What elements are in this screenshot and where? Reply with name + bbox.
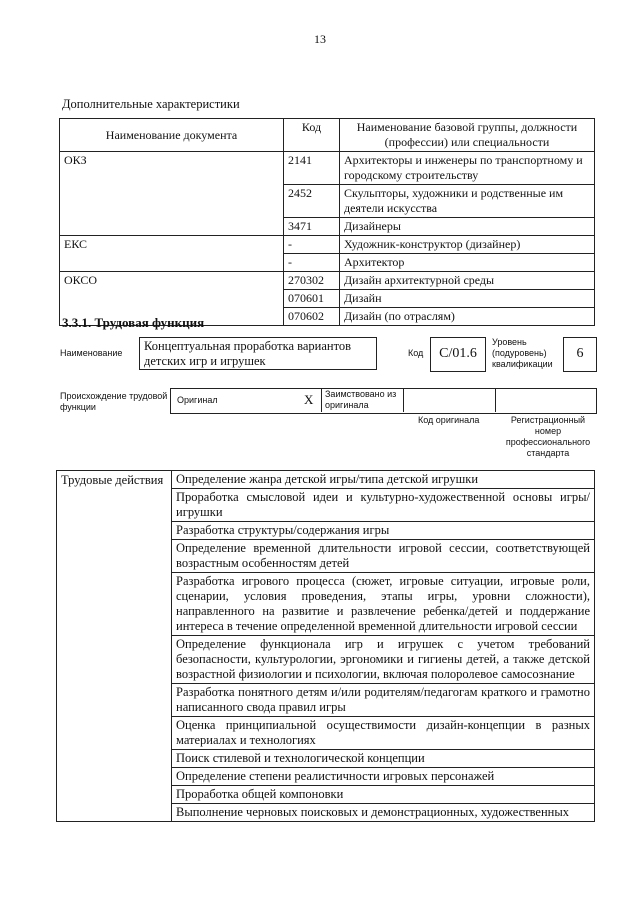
header-document: Наименование документа	[60, 119, 284, 152]
name-cell: Художник-конструктор (дизайнер)	[340, 236, 595, 254]
table-header-row	[60, 119, 595, 152]
code-cell: -	[284, 236, 340, 254]
table-row	[60, 218, 595, 236]
original-mark: X	[304, 392, 314, 407]
code-original-label: Код оригинала	[418, 415, 480, 425]
action-item: Определение функционала игр и игрушек с учетом требований безопасности, культурологии, эргономики и гигиены детей, а также детской возрастной физиологии и психологии, включая полоролевое самосознание	[172, 636, 595, 684]
action-item: Оценка принципиальной осуществимости дизайн-концепции в разных материалах и технологиях	[172, 717, 595, 750]
code-cell: 070602	[284, 308, 340, 326]
document-cell: ЕКС	[60, 236, 284, 254]
action-item: Разработка понятного детям и/или родителям/педагогам краткого и грамотно написанного свода правил игры	[172, 684, 595, 717]
table-row	[60, 290, 595, 308]
action-item: Определение степени реалистичности игровых персонажей	[172, 768, 595, 786]
divider	[403, 388, 404, 412]
header-code: Код	[284, 119, 340, 152]
origin-label: Происхождение трудовой функции	[60, 391, 168, 412]
header-name: Наименование базовой группы, должности (профессии) или специальности	[340, 119, 595, 152]
code-cell: 070601	[284, 290, 340, 308]
name-cell: Скульпторы, художники и родственные им деятели искусства	[340, 185, 595, 218]
name-cell: Дизайн архитектурной среды	[340, 272, 595, 290]
labor-actions-table	[56, 470, 595, 822]
document-cell-empty	[60, 218, 284, 236]
additional-characteristics-table	[59, 118, 595, 326]
code-cell: 270302	[284, 272, 340, 290]
table-row	[60, 236, 595, 254]
original-label: Оригинал	[177, 395, 218, 405]
action-item: Определение жанра детской игры/типа детской игрушки	[172, 471, 595, 489]
code-cell: 2452	[284, 185, 340, 218]
borrowed-label: Заимствовано из оригинала	[325, 389, 397, 410]
action-item: Поиск стилевой и технологической концепции	[172, 750, 595, 768]
table-row	[60, 254, 595, 272]
action-item: Проработка смысловой идеи и культурно-художественной основы игры/игрушки	[172, 489, 595, 522]
code-cell: 2141	[284, 152, 340, 185]
divider	[321, 388, 322, 412]
document-cell-empty	[60, 290, 284, 308]
function-code: С/01.6	[430, 337, 486, 372]
table-row	[57, 471, 595, 489]
level-value: 6	[563, 337, 597, 372]
code-cell: 3471	[284, 218, 340, 236]
document-cell: ОКЗ	[60, 152, 284, 185]
action-item: Разработка структуры/содержания игры	[172, 522, 595, 540]
code-cell: -	[284, 254, 340, 272]
level-label: Уровень (подуровень) квалификации	[492, 337, 553, 369]
actions-label: Трудовые действия	[57, 471, 172, 822]
name-cell: Дизайн	[340, 290, 595, 308]
name-cell: Дизайнеры	[340, 218, 595, 236]
action-item: Определение временной длительности игровой сессии, соответствующей возрастным особенностям детей	[172, 540, 595, 573]
name-cell: Архитектор	[340, 254, 595, 272]
name-label: Наименование	[60, 348, 123, 358]
function-heading: 3.3.1. Трудовая функция	[62, 315, 205, 330]
table-row	[60, 272, 595, 290]
name-cell: Архитекторы и инженеры по транспортному и городскому строительству	[340, 152, 595, 185]
code-label: Код	[408, 348, 424, 358]
document-cell-empty	[60, 185, 284, 218]
table-row	[60, 152, 595, 185]
function-name: Концептуальная проработка вариантов детских игр и игрушек	[139, 337, 377, 370]
document-cell: ОКСО	[60, 272, 284, 290]
document-cell-empty	[60, 254, 284, 272]
reg-number-label: Регистрационный номер профессионального стандарта	[505, 415, 591, 458]
page-number: 13	[314, 32, 326, 46]
action-item: Проработка общей компоновки	[172, 786, 595, 804]
divider	[495, 388, 496, 412]
name-cell: Дизайн (по отраслям)	[340, 308, 595, 326]
section-label: Дополнительные характеристики	[62, 97, 240, 111]
action-item: Разработка игрового процесса (сюжет, игровые ситуации, игровые роли, сценарии, условия проведения, этапы игры, уровни сложности), направленного на развитие и развлечение ребенка/детей и поддержание интереса в течение определенной временной длительности игровой сессии	[172, 573, 595, 636]
table-row	[60, 185, 595, 218]
action-item: Выполнение черновых поисковых и демонстрационных, художественных	[172, 804, 595, 822]
